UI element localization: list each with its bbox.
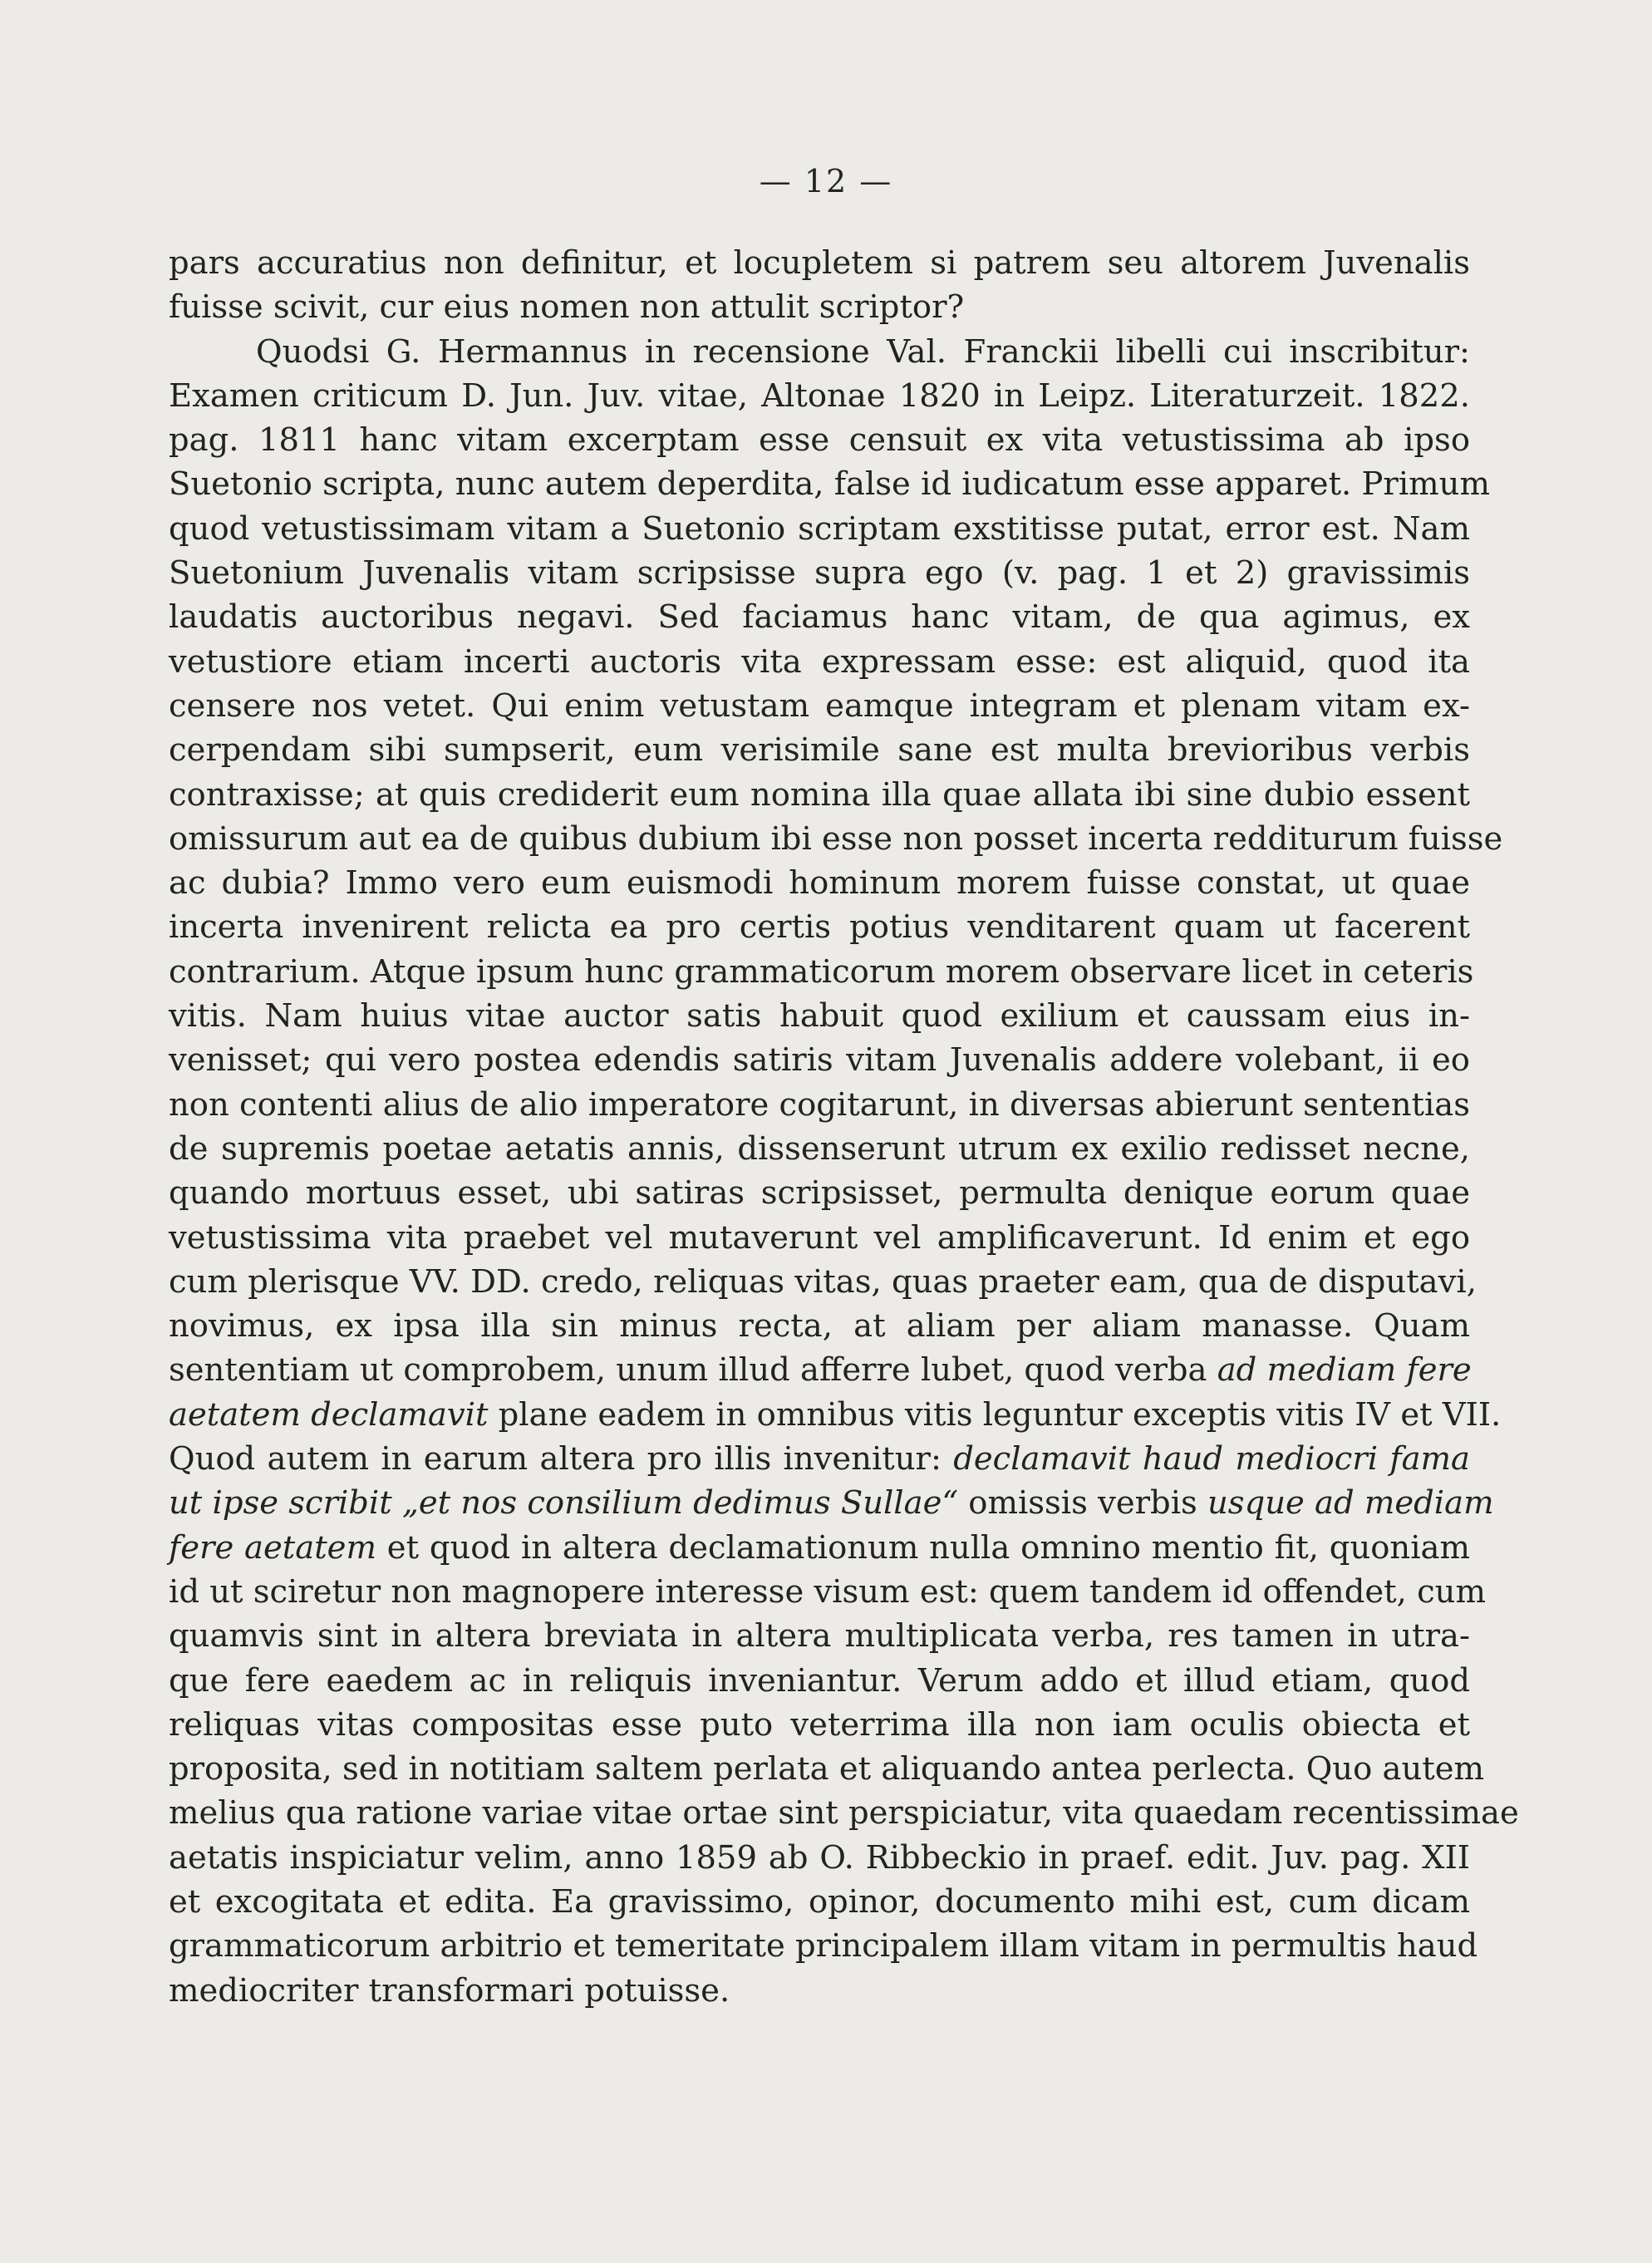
text-line: quando mortuus esset, ubi satiras scripsisset, permulta denique eorum quae	[169, 1174, 1470, 1213]
text-line: reliquas vitas compositas esse puto veterrima illa non iam oculis obiecta et	[169, 1705, 1470, 1744]
text-line	[169, 1348, 1470, 1392]
text-line: melius qua ratione variae vitae ortae sint perspiciatur, vita quaedam recentissimae	[169, 1794, 1519, 1833]
text-line: pars accuratius non definitur, et locupletem si patrem seu altorem Juvenalis	[169, 244, 1470, 282]
text-line: que fere eaedem ac in reliquis inveniantur. Verum addo et illud etiam, quod	[169, 1661, 1470, 1700]
text-span: et quod in altera declamationum nulla omnino mentio fit, quoniam	[376, 1528, 1470, 1567]
text-line: vetustiore etiam incerti auctoris vita expressam esse: est aliquid, quod ita	[169, 642, 1470, 681]
text-line	[169, 1393, 1502, 1437]
text-line: omissurum aut ea de quibus dubium ibi esse non posset incerta redditurum fuisse	[169, 819, 1503, 858]
text-line: id ut sciretur non magnopere interesse visum est: quem tandem id offendet, cum	[169, 1572, 1486, 1611]
text-span: sententiam ut comprobem, unum illud afferre lubet, quod verba	[169, 1351, 1217, 1390]
text-line: quamvis sint in altera breviata in altera multiplicata verba, res tamen in utra-	[169, 1617, 1470, 1655]
italic-phrase: fere aetatem	[169, 1528, 376, 1567]
text-line: Quodsi G. Hermannus in recensione Val. Franckii libelli cui inscribitur:	[256, 332, 1470, 371]
text-line: pag. 1811 hanc vitam excerptam esse censuit ex vita vetustissima ab ipso	[169, 421, 1470, 460]
text-line: contraxisse; at quis crediderit eum nomina illa quae allata ibi sine dubio essent	[169, 775, 1470, 814]
text-line: et excogitata et edita. Ea gravissimo, opinor, documento mihi est, cum dicam	[169, 1882, 1470, 1921]
text-span: plane eadem in omnibus vitis leguntur exceptis vitis IV et VII.	[488, 1395, 1502, 1434]
text-line	[169, 1437, 1470, 1481]
text-line: novimus, ex ipsa illa sin minus recta, at aliam per aliam manasse. Quam	[169, 1307, 1470, 1346]
italic-phrase: ut ipse scribit „et nos consilium dedimus Sullae“	[169, 1484, 959, 1523]
text-line: mediocriter transformari potuisse.	[169, 1971, 730, 2010]
text-line: censere nos vetet. Qui enim vetustam eamque integram et plenam vitam ex-	[169, 686, 1470, 725]
text-line: laudatis auctoribus negavi. Sed faciamus hanc vitam, de qua agimus, ex	[169, 598, 1470, 637]
text-line: venisset; qui vero postea edendis satiris vitam Juvenalis addere volebant, ii eo	[169, 1041, 1470, 1080]
text-line: Examen criticum D. Jun. Juv. vitae, Altonae 1820 in Leipz. Literaturzeit. 1822.	[169, 376, 1470, 415]
text-line: fuisse scivit, cur eius nomen non attulit scriptor?	[169, 288, 965, 327]
text-line: ac dubia? Immo vero eum euismodi hominum morem fuisse constat, ut quae	[169, 864, 1470, 903]
text-line: cerpendam sibi sumpserit, eum verisimile sane est multa brevioribus verbis	[169, 731, 1470, 770]
text-line	[169, 1481, 1494, 1525]
text-line: Suetonio scripta, nunc autem deperdita, false id iudicatum esse apparet. Primum	[169, 465, 1490, 504]
italic-phrase: ad mediam fere	[1217, 1351, 1472, 1390]
text-line: aetatis inspiciatur velim, anno 1859 ab O. Ribbeckio in praef. edit. Juv. pag. XII	[169, 1838, 1470, 1877]
text-line: vitis. Nam huius vitae auctor satis habuit quod exilium et caussam eius in-	[169, 997, 1470, 1036]
body-text	[169, 241, 1519, 2013]
text-span: Quod autem in earum altera pro illis invenitur:	[169, 1440, 954, 1478]
text-line: de supremis poetae aetatis annis, dissenserunt utrum ex exilio redisset necne,	[169, 1129, 1470, 1168]
text-line: grammaticorum arbitrio et temeritate principalem illam vitam in permultis haud	[169, 1927, 1478, 1965]
text-line: Suetonium Juvenalis vitam scripsisse supra ego (v. pag. 1 et 2) gravissimis	[169, 554, 1470, 593]
text-span: omissis verbis	[958, 1484, 1208, 1523]
text-line	[169, 1526, 1470, 1570]
text-line: non contenti alius de alio imperatore cogitarunt, in diversas abierunt sententias	[169, 1085, 1470, 1124]
italic-phrase: aetatem declamavit	[169, 1395, 489, 1434]
text-line: proposita, sed in notitiam saltem perlata et aliquando antea perlecta. Quo autem	[169, 1750, 1485, 1788]
italic-phrase: usque ad mediam	[1207, 1484, 1494, 1523]
italic-phrase: declamavit haud mediocri fama	[953, 1440, 1470, 1478]
text-line: contrarium. Atque ipsum hunc grammaticorum morem observare licet in ceteris	[169, 952, 1474, 991]
page-number: — 12 —	[759, 163, 893, 199]
text-line: incerta invenirent relicta ea pro certis potius venditarent quam ut facerent	[169, 908, 1470, 947]
text-line: quod vetustissimam vitam a Suetonio scriptam exstitisse putat, error est. Nam	[169, 509, 1470, 548]
text-line: cum plerisque VV. DD. credo, reliquas vitas, quas praeter eam, qua de disputavi,	[169, 1262, 1477, 1301]
text-line: vetustissima vita praebet vel mutaverunt vel amplificaverunt. Id enim et ego	[169, 1218, 1470, 1257]
